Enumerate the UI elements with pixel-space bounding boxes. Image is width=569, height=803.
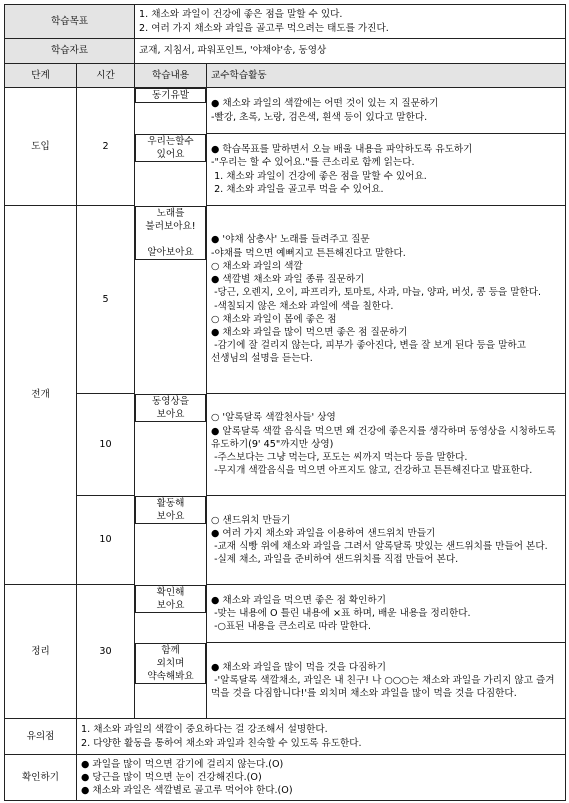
- notes-content: [77, 719, 566, 755]
- intro-time: 2: [77, 88, 135, 206]
- activity-line: 1. 채소와 과일이 건강에 좋은 점을 말할 수 있어요.: [211, 170, 427, 182]
- wrapup-time: 30: [77, 585, 135, 719]
- activity-line: -색칠되지 않은 채소와 과일에 색을 칠한다.: [211, 300, 394, 312]
- activity-line: ● 채소와 과일을 많이 먹으면 좋은 점 질문하기: [211, 326, 408, 338]
- development-content-song: 노래를 불러보아요! 알아보아요: [135, 206, 206, 261]
- activity-line: -당근, 오렌지, 오이, 파프리카, 토마토, 사과, 마늘, 양파, 버섯, 콩 등을 말한다.: [211, 287, 542, 299]
- activity-line: ● 학습목표를 말하면서 오늘 배울 내용을 파악하도록 유도하기: [211, 144, 473, 156]
- note-line: 2. 다양한 활동을 통하여 채소와 과일과 친숙할 수 있도록 유도한다.: [81, 737, 362, 749]
- notes-label: 유의점: [5, 719, 77, 755]
- development-content-video: 동영상을 보아요: [135, 394, 206, 422]
- wrapup-activity-check: [207, 585, 566, 643]
- check-row: [5, 755, 566, 801]
- lesson-plan-table: [4, 4, 566, 801]
- activity-line: -'알록달록 색깔채소, 과일은 내 친구! 나 ○○○는 채소와 과일을 가리지 않고 즐겨 먹을 것을 다짐합니다!'를 외치며 채소와 과일을 많이 먹을 것을 다짐한다.: [211, 674, 558, 700]
- header-time: 시간: [77, 64, 135, 88]
- development-activity-song: [207, 206, 566, 394]
- activity-line: ● 채소와 과일을 먹으면 좋은 점 확인하기: [211, 594, 386, 606]
- activity-line: -"우리는 할 수 있어요."를 큰소리로 함께 읽는다.: [211, 157, 415, 169]
- development-time-2: 10: [77, 394, 135, 496]
- activity-line: ○ '알록달록 색깔천사들' 상영: [211, 412, 336, 424]
- materials-value: 교재, 지침서, 파워포인트, '야채야'송, 동영상: [135, 39, 566, 64]
- activity-line: -실제 채소, 과일을 준비하여 샌드위치를 직접 만들어 본다.: [211, 554, 459, 566]
- column-header-row: [5, 64, 566, 88]
- note-line: 1. 채소와 과일의 색깔이 중요하다는 걸 강조해서 설명한다.: [81, 724, 328, 736]
- wrapup-activity-promise: [207, 643, 566, 719]
- activity-line: -감기에 잘 걸리지 않는다, 피부가 좋아진다, 변을 잘 보게 된다 등을 말하고 선생님의 설명을 듣는다.: [211, 340, 530, 365]
- objective-line: 1. 채소와 과일이 건강에 좋은 점을 말할 수 있다.: [139, 9, 343, 21]
- intro-activity-motivation: [207, 88, 566, 134]
- wrapup-stage: 정리: [5, 585, 77, 719]
- activity-line: ● 알록달록 색깔 음식을 먹으면 왜 건강에 좋은지를 생각하며 동영상을 시청하도록 유도하기(9' 45"까지만 상영): [211, 425, 559, 450]
- activity-line: -빨강, 초록, 노랑, 검은색, 흰색 등이 있다고 말한다.: [211, 111, 428, 123]
- development-content-activity: 활동해 보아요: [135, 496, 206, 524]
- header-activity: 교수학습활동: [207, 64, 566, 88]
- objectives-label: 학습목표: [5, 5, 135, 39]
- check-line: ● 과일을 많이 먹으면 감기에 걸리지 않는다.(O): [81, 758, 284, 770]
- activity-line: -교재 식빵 위에 채소와 과일을 그려서 알록달록 맛있는 샌드위치를 만들어 본다.: [211, 541, 548, 552]
- materials-label: 학습자료: [5, 39, 135, 64]
- activity-line: -맞는 내용에 O 틀린 내용에 ×표 하며, 배운 내용을 정리한다.: [211, 607, 471, 619]
- activity-line: -무지개 색깔음식을 먹으면 아프지도 않고, 건강하고 튼튼해진다고 발표한다.: [211, 465, 533, 477]
- activity-line: ○ 채소와 과일이 몸에 좋은 점: [211, 313, 337, 325]
- activity-line: ● 여러 가지 채소와 과일을 이용하여 샌드위치 만들기: [211, 527, 436, 539]
- activity-line: 2. 채소와 과일을 골고루 먹을 수 있어요.: [211, 183, 384, 195]
- development-time-1: 5: [77, 206, 135, 394]
- header-stage: 단계: [5, 64, 77, 88]
- development-row-3: [5, 496, 566, 585]
- materials-row: [5, 39, 566, 64]
- objectives-content: [135, 5, 566, 39]
- notes-row: [5, 719, 566, 755]
- check-line: ● 당근을 많이 먹으면 눈이 건강해진다.(O): [81, 771, 262, 783]
- activity-line: ○ 샌드위치 만들기: [211, 514, 291, 526]
- development-time-3: 10: [77, 496, 135, 585]
- intro-activity-wecando: [207, 134, 566, 206]
- check-label: 확인하기: [5, 755, 77, 801]
- activity-line: ● '야채 삼총사' 노래를 들려주고 질문: [211, 234, 370, 246]
- intro-content-motivation: 동기유발: [135, 88, 206, 103]
- wrapup-row-1: [5, 585, 566, 643]
- activity-line: ● 채소와 과일을 많이 먹을 것을 다짐하기: [211, 661, 386, 673]
- intro-row-1: [5, 88, 566, 134]
- development-activity-video: [207, 394, 566, 496]
- header-content: 학습내용: [135, 64, 207, 88]
- wrapup-content-check: 확인해 보아요: [135, 585, 206, 613]
- wrapup-content-promise: 함께 외치며 약속해봐요: [135, 643, 206, 685]
- objective-line: 2. 여러 가지 채소와 과일을 골고루 먹으려는 태도를 가진다.: [139, 22, 389, 34]
- activity-line: ○ 채소와 과일의 색깔: [211, 260, 303, 272]
- check-line: ● 채소와 과일은 색깔별로 골고루 먹어야 한다.(O): [81, 785, 293, 797]
- activity-line: -야채를 먹으면 예뻐지고 튼튼해진다고 말한다.: [211, 247, 406, 259]
- check-content: [77, 755, 566, 801]
- lesson-plan-sheet: [4, 4, 565, 801]
- activity-line: ● 채소와 과일의 색깔에는 어떤 것이 있는 지 질문하기: [211, 98, 439, 110]
- development-row-2: [5, 394, 566, 496]
- intro-content-wecando: 우리는할수 있어요: [135, 134, 206, 162]
- objectives-row: [5, 5, 566, 39]
- activity-line: ● 색깔별 채소와 과일 종류 질문하기: [211, 274, 365, 286]
- development-stage: 전개: [5, 206, 77, 585]
- development-activity-sandwich: [207, 496, 566, 585]
- activity-line: -주스보다는 그냥 먹는다, 포도는 씨까지 먹는다 등을 말한다.: [211, 452, 468, 464]
- intro-stage: 도입: [5, 88, 77, 206]
- development-row-1: [5, 206, 566, 394]
- activity-line: -○표된 내용을 큰소리로 따라 말한다.: [211, 621, 371, 633]
